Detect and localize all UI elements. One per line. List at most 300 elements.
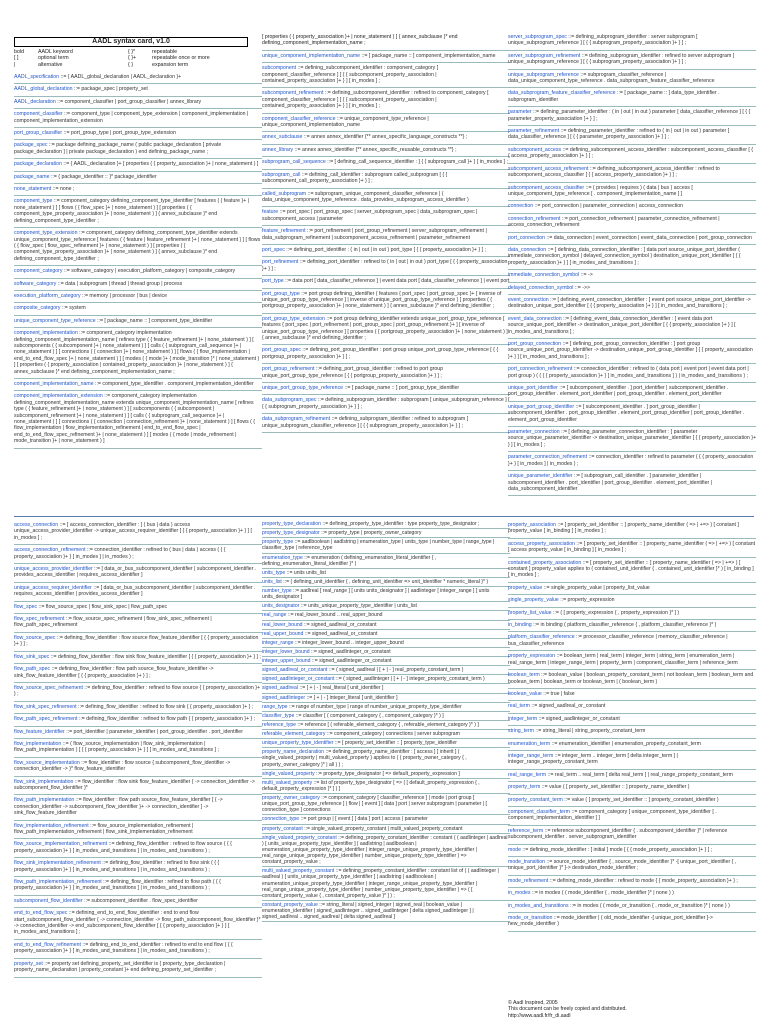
rule-body: ::= ( signed_aadlinteger | [ + | - ] integer_property_constant_term ) <box>335 676 485 683</box>
rule-body: ::= port_connection_refinement | parameter_connection_refinement | access_connection_refinement <box>508 215 720 229</box>
grammar-rule <box>262 538 510 553</box>
grammar-rule <box>262 289 510 314</box>
rule-body: ::= real_lower_bound .. real_upper_bound <box>287 612 383 619</box>
grammar-rule <box>14 520 262 545</box>
rule-body: ::= signed_aadlreal_or_constant <box>304 630 378 637</box>
rule-name: reference_type <box>262 721 298 728</box>
rule-name: end_to_end_flow_spec <box>14 910 69 917</box>
rule-name: unique_property_type_identifier <box>262 740 335 747</box>
rule-body: ::= source_mode_identifier { , source_mode_identifier }* -[ unique_port_identifier { , unique_port_identifier }* ]-> destination_mode_identifier ; <box>508 859 737 872</box>
rule-body: ::= value ( [ property_set_identifier :: ] property_constant_identifier ) <box>564 796 719 803</box>
grammar-rule <box>508 701 756 713</box>
column-2-bottom <box>262 520 510 922</box>
rule-name: component_category <box>14 268 64 275</box>
rule-name: subcomponent_access <box>508 146 563 153</box>
grammar-rule <box>14 316 262 328</box>
rule-body: ::= { AADL_declaration }+ [ properties ( { property_association }+ | none_statement ) ] <box>63 161 259 168</box>
footer-notice <box>508 1000 748 1019</box>
grammar-rule <box>508 107 756 126</box>
rule-body: ::= mode_identifier | ( old_mode_identifier -[ unique_port_identifier ]-> new_mode_identifier ) <box>508 915 713 928</box>
rule-name: flow_path_implementation_refinement <box>14 879 104 886</box>
rule-name: data_subprogram_refinement <box>262 416 332 423</box>
rule-body: ::= component_category [ classifier_reference ] | mode | port group [ unique_port_group_type_reference ] | flow | [ event ] [ data ] port | server subprogram | parameter | [ connection_type ] connections <box>262 795 487 814</box>
rule-body: ::= integer_lower_bound .. integer_upper_bound <box>294 639 404 646</box>
grammar-rule <box>262 694 510 703</box>
rule-name: flow_path_implementation <box>14 797 76 804</box>
rule-name: port_spec <box>262 246 287 253</box>
rule-name: property_constant_term <box>508 796 565 803</box>
rule-name: property_set <box>14 960 45 967</box>
rule-name: flow_source_implementation_refinement <box>14 841 109 848</box>
grammar-rule <box>262 414 510 433</box>
rule-name: platform_classifier_reference <box>508 634 577 641</box>
rule-body: ::= defining_port_identifier : refined to ( in | out | in out ) port_type [ { { property_association }+ } ] ; <box>262 259 508 272</box>
rule-name: classifier_type <box>262 712 296 719</box>
rule-body: ::= port_group_type | port_group_type_extension <box>63 130 176 137</box>
grammar-rule <box>14 683 262 702</box>
rule-body: ::= ( [ property_expression { , property_expression }* ] ) <box>552 609 680 616</box>
grammar-rule <box>508 826 756 845</box>
grammar-rule <box>14 279 262 291</box>
grammar-rule <box>262 257 510 276</box>
rule-name: flow_sink_spec <box>14 653 51 660</box>
legend-key: { }+ <box>128 55 137 62</box>
grammar-rule <box>14 545 262 564</box>
rule-name: real_term <box>508 703 532 710</box>
rule-name: contained_property_association <box>508 559 583 566</box>
rule-name: server_subprogram_refinement <box>508 52 582 59</box>
rule-body: ::= memory | processor | bus | device <box>82 292 167 299</box>
rule-body: ::= port group defining_identifier ( features { port_spec | port_group_spec }+ [ inverse of unique_port_group_type_reference ] | inverse of unique_port_group_type_reference ) [ properties ( { portgroup_property_association }+ | none_statement ) ] { annex_subclause }* end defining_identifier ; <box>262 290 502 310</box>
rule-body: ::= flow_source_spec | flow_sink_spec | flow_path_spec <box>38 603 168 610</box>
rule-body: ::= defining_flow_identifier : refined to flow path { { property_association }+ } ; <box>78 716 256 723</box>
rule-body: ::= data port [ data_classifier_reference ] | event data port [ data_classifier_reference ] | event port <box>285 278 510 285</box>
grammar-rule <box>262 114 510 133</box>
rule-name: unique_port_group_type_reference <box>262 385 345 392</box>
rule-body: ::= subprogram_classifier_reference | data_unique_component_type_reference . data_subprogram_feature_classifier_reference <box>508 71 715 85</box>
rule-body: ::= defining_subcomponent_access_identifier : subcomponent_access_classifier [ { { access_property_association }+ } ] ; <box>508 146 753 160</box>
footer-url: http://www.aadl.fr/fr_di.aadl <box>508 1012 571 1019</box>
rule-name: unique_component_type_reference <box>14 317 98 324</box>
rule-body: ::= ( signed_aadlreal | [ + | - ] real_property_constant_term ) <box>328 667 464 674</box>
grammar-rule <box>262 383 510 395</box>
rule-name: flow_sink_spec_refinement <box>14 703 79 710</box>
rule-name: units_list <box>262 578 284 585</box>
grammar-rule <box>14 702 262 714</box>
rule-body: ::= ->> <box>574 284 591 291</box>
rule-body: ::= port_connection | parameter_connection | access_connection <box>534 203 684 210</box>
rule-name: feature <box>262 209 280 216</box>
rule-name: flow_implementation_refinement <box>14 822 91 829</box>
rule-body: ::= processor_classifier_reference | memory_classifier_reference | bus_classifier_reference <box>508 634 728 647</box>
grammar-rule <box>14 727 262 739</box>
rule-name: port_type <box>262 278 286 285</box>
rule-name: multi_valued_property <box>262 779 314 786</box>
rule-body: ::= software_category | execution_platform_category | composite_category <box>63 268 236 275</box>
rule-name: port_group_classifier <box>14 130 64 137</box>
rule-body: ::= range of number_type | range of number_unique_property_type_identifier <box>288 703 462 710</box>
rule-name: subcomponent_access_classifier <box>508 184 586 191</box>
rule-body: ::= system <box>61 305 86 312</box>
rule-name: parameter <box>508 109 534 116</box>
rule-body: ::= signed_aadlreal_or_constant <box>531 703 606 710</box>
rule-body: ::= units units_list <box>286 569 326 576</box>
rule-name: number_type <box>262 588 294 594</box>
column-1-top <box>14 72 262 449</box>
rule-name: real_lower_bound <box>262 621 304 628</box>
grammar-rule <box>14 739 262 758</box>
grammar-rule <box>262 748 510 769</box>
grammar-rule <box>262 569 510 578</box>
column-1-bottom <box>14 520 262 978</box>
rule-name: constant_property_value <box>262 901 320 908</box>
rule-body: ::= flow_identifier : flow sink flow_feature_identifier { -> connection_identifier -> subcomponent_flow_identifier }* <box>14 778 255 791</box>
grammar-rule <box>508 726 756 738</box>
grammar-rule <box>262 554 510 569</box>
rule-name: real_upper_bound <box>262 630 305 637</box>
rule-name: access_property_association <box>508 540 577 547</box>
rule-name: multi_valued_property_constant <box>262 868 336 875</box>
rule-body: ::= value ( [ property_set_identifier :: ] property_name_identifier ) <box>541 784 690 791</box>
rule-name: port_group_spec <box>262 347 303 354</box>
rule-body: ::= unique_component_type_reference | unique_component_implementation_name <box>262 115 429 129</box>
legend <box>14 49 246 68</box>
rule-name: reference_term <box>508 827 545 834</box>
rule-name: component_implementation <box>14 330 80 337</box>
grammar-rule <box>14 97 262 109</box>
rule-name: composite_category <box>14 305 62 312</box>
rule-body: ::= [ defining_call_sequence_identifier : ] { { subprogram_call }+ } [ in_modes ] ; <box>327 159 509 166</box>
rule-body: ::= component_type_identifier . component_implementation_identifier <box>95 381 254 387</box>
rule-name: signed_aadlinteger <box>262 694 307 701</box>
grammar-rule <box>14 758 262 777</box>
rule-name: component_type <box>14 198 54 205</box>
grammar-rule <box>262 226 510 245</box>
rule-name: property_expression <box>508 653 557 660</box>
rule-name: immediate_connection_symbol <box>508 272 581 279</box>
rule-body: ::= [ package_name :: ] data_type_identifier . subprogram_identifier <box>508 90 720 103</box>
grammar-rule <box>508 402 756 427</box>
rule-name: flow_path_spec <box>14 666 52 673</box>
grammar-rule <box>262 578 510 587</box>
grammar-rule <box>14 184 262 196</box>
rule-body: ::= units_unique_property_type_identifier | units_list <box>300 603 417 610</box>
grammar-rule <box>508 295 756 314</box>
grammar-rule <box>508 233 756 245</box>
rule-body: ::= [ subcomponent_identifier . ] port_identifier | subcomponent_identifier . port_group_identifier . element_port_identifier | port_group_identifier . element_port_identifier <box>508 385 729 398</box>
grammar-rule <box>14 379 262 391</box>
rule-body: ::= defining_end_to_end_flow_identifier : end to end flow start_subcomponent_flow_identifier { -> connection_identifier -> flow_path_subcomponent_flow_identifier }* -> connection_identifier -> end_subcomponent_flow_identifier [ { { property_association }+ } ] [ in_modes_and_transitions ] ; <box>14 910 261 936</box>
grammar-rule <box>262 730 510 739</box>
rule-body: ::= defining_flow_identifier : refined to flow path ( { { property_association }+ } [ in_modes_and_transitions ] | in_modes_and_transitions ) ; <box>14 879 221 892</box>
rule-name: package_name <box>14 173 51 180</box>
rule-body: ::= signed_aadlinteger_or_constant <box>311 648 391 655</box>
rule-name: data_subprogram_feature_classifier_reference <box>508 90 618 97</box>
rule-body: ::= true | false <box>543 690 575 697</box>
rule-body: ::= string_literal | string_property_constant_term <box>535 728 646 735</box>
rule-name: parameter_connection_refinement <box>508 454 589 461</box>
legend-desc: repeatable once or more <box>152 55 210 62</box>
rule-body: ::= defining_flow_identifier : flow sink flow_feature_identifier [ { { property_association }+ } ] ; <box>50 653 261 660</box>
rule-name: flow_source_spec_refinement <box>14 684 85 691</box>
rule-body: ::= subprogram_unique_component_classifier_reference | ( data_unique_component_type_reference . data_provides_subprogram_access_identifier ) <box>262 190 469 203</box>
rule-name: in_binding <box>508 622 534 629</box>
rule-body: ::= port group | [ event ] [ data ] port | access | parameter <box>300 816 428 823</box>
rule-body: ::= { AADL_global_declaration | AADL_declaration }+ <box>60 74 182 80</box>
rule-name: mode_or_transition <box>508 915 554 922</box>
rule-body: ::= annex annex_identifier {** annex_specific_language_constructs **} ; <box>303 134 468 141</box>
grammar-rule <box>14 266 262 278</box>
grammar-rule <box>508 145 756 164</box>
rule-name: execution_platform_category <box>14 292 83 299</box>
rule-name: single_valued_property <box>262 770 317 777</box>
grammar-rule <box>508 471 756 496</box>
legend-desc: alternative <box>38 61 63 68</box>
rule-name: signed_aadlreal_or_constant <box>262 667 329 674</box>
rule-body: ::= [ property_set_identifier :: ] property_name_identifier ( => | +=> ) [ constant ] property_value applies to ( contained_unit_identifier { . contained_unit_identifier }* ) [ in_binding ] [ in_modes ] ; <box>508 559 754 579</box>
rule-name: access_connection_refinement <box>14 547 87 554</box>
grammar-rule <box>262 721 510 730</box>
grammar-rule <box>508 364 756 383</box>
rule-name: package_declaration <box>14 161 64 168</box>
grammar-rule <box>508 751 756 770</box>
rule-body: ::= { package_identifier :: }* package_identifier <box>50 173 157 180</box>
rule-name: event_data_connection <box>508 315 564 322</box>
rule-name: in_modes <box>508 890 532 897</box>
grammar-rule <box>14 821 262 840</box>
rule-name: connection <box>508 203 535 210</box>
rule-body: ::= package_spec | property_set <box>74 86 148 93</box>
rule-body: ::= [ package_name :: ] port_group_type_identifier <box>344 385 460 392</box>
rule-body: ::= component_category | connections | server subprogram <box>326 731 460 737</box>
grammar-rule <box>262 675 510 684</box>
rule-name: property_owner_category <box>262 795 322 801</box>
rule-name: port_refinement <box>262 259 300 266</box>
rule-body: ::= defining_flow_identifier : refined to flow sink { { property_association }+ } ; <box>78 703 254 710</box>
rule-body: ::= flow_identifier : flow path source_flow_feature_identifier [ { -> connection_identifier -> subcomponent_flow_identifier }+ -> connection_identifier ] -> sink_flow_feature_identifier <box>14 797 223 817</box>
grammar-rule <box>508 583 756 595</box>
rule-name: property_type_declaration <box>262 521 323 527</box>
rule-name: server_subprogram_spec <box>508 34 569 40</box>
rule-body: ::= in binding ( platform_classifier_reference { , platform_classifier_reference }* ) <box>533 622 717 629</box>
grammar-rule <box>14 714 262 726</box>
rule-name: access_connection <box>14 522 60 528</box>
rule-body: ::= annex annex_identifier {** annex_specific_reusable_constructs **} ; <box>294 146 457 153</box>
legend-desc: repeatable <box>152 49 178 55</box>
grammar-rule <box>508 632 756 651</box>
rule-name: subcomponent_access_refinement <box>508 165 590 172</box>
rule-body: ::= component_category defining_component_type_identifier extends unique_component_type_reference [ features ( { feature | feature_refinement }+ | none_statement ) ] [ flows ( { flow_spec | flow_spec_refinement }+ | none_statement ) ] [ properties ( { component_type_property_association }+ | none_statement ) ] { annex_subclause }* end defining_component_type_identifier ; <box>14 230 261 262</box>
rule-body: ::= defining_end_to_end_identifier : refined to end to end flow ( { { property_association }+ } [ in_modes_and_transitions ] | in_modes_and_transitions ) ; <box>14 941 233 955</box>
grammar-rule <box>508 608 756 620</box>
grammar-rule <box>508 164 756 183</box>
rule-name: annex_library <box>262 146 295 153</box>
rule-body: ::= [ property_set_identifier :: ] property_name_identifier ( => | +=> ) [ constant ] property_value [ in_binding ] [ in_modes ] ; <box>508 522 739 535</box>
grammar-rule <box>508 245 756 270</box>
rule-name: port_group_type_extension <box>262 315 327 322</box>
grammar-rule <box>14 959 262 978</box>
rule-name: property_value <box>508 584 544 591</box>
grammar-rule <box>14 196 262 228</box>
grammar-rule <box>262 684 510 693</box>
grammar-rule <box>262 602 510 611</box>
rule-name: subcomponent <box>262 65 298 72</box>
rule-body: ::= defining_port_identifier : ( in | out | in out ) port_type [ { { property_association }+ } ] ; <box>286 246 486 253</box>
rule-body: ::= component_category implementation defining_component_implementation_name extends unique_component_implementation_name [ refines type ( { feature_refinement }+ | none_statement ) ] [ subcomponents ( { subcomponent | subcomponent_refinement }+ | none_statement ) ] [ calls ( { subprogram_call_sequence }+ | none_statement ) ] [ connections ( { connection | connection_refinement }+ | none_statement ) ] [ flows ( { flow_implementation | flow_implementation_refinement | end_to_end_flow_spec | end_to_end_flow_spec_refinement }+ | none_statement ) ] [ modes ( { mode | mode_refinement | mode_transition }+ | none_statement ) ] <box>14 393 256 445</box>
rule-body: ::= [ property_set_identifier :: ] property_type_identifier <box>334 740 457 747</box>
grammar-rule <box>14 652 262 664</box>
rule-body: ::= defining_subprogram_identifier : refined to subprogram [ unique_subprogram_classifier_reference ] [ { { subprogram_property_association }+ } ] ; <box>262 416 469 429</box>
rule-name: mode_transition <box>508 859 547 865</box>
grammar-rule <box>508 595 756 607</box>
grammar-rule <box>508 32 756 51</box>
grammar-rule <box>262 88 510 113</box>
grammar-rule <box>508 558 756 583</box>
rule-name: signed_aadlinteger_or_constant <box>262 676 336 683</box>
grammar-rule <box>14 72 262 84</box>
rule-body: ::= [ access_connection_identifier : ] ( bus | data ) access unique_access_provider_identifier -> unique_access_requirer_identifier [ { { property_association }+ } ] [ in_modes ] ; <box>14 522 252 541</box>
grammar-rule <box>14 877 262 896</box>
grammar-rule <box>508 383 756 402</box>
rule-name: unique_subprogram_reference <box>508 71 581 78</box>
rule-name: called_subprogram <box>262 190 308 197</box>
rule-name: enumeration_type <box>262 554 305 561</box>
rule-name: component_classifier_reference <box>262 115 337 122</box>
grammar-rule <box>262 712 510 721</box>
grammar-rule <box>14 159 262 171</box>
rule-body: ::= single_property_value | property_list_value <box>543 584 650 591</box>
rule-body: ::= connection_identifier : refined to ( bus | data ) access ( { { property_association }+ } [ in_modes ] | in_modes ) ; <box>14 547 226 560</box>
grammar-rule <box>508 876 756 888</box>
grammar-rule <box>508 539 756 558</box>
rule-body: ::= connection_identifier : refined to ( data port | event port | event data port | port group ) ( ( { { property_association }+ } [ in_modes_and_transitions ] ) | in_modes_and_transitions ) ; <box>508 366 749 379</box>
grammar-rule <box>14 291 262 303</box>
rule-name: component_classifier_term <box>508 808 572 815</box>
grammar-rule <box>14 896 262 908</box>
rule-name: mode_refinement <box>508 877 550 884</box>
legend-key: bold <box>14 49 25 55</box>
card-title: AADL syntax card, v1.0 <box>14 37 248 47</box>
legend-key: { } <box>128 61 134 68</box>
rule-body: ::= [ defining_port_group_connection_identifier : ] port group source_unique_port_group_identifier -> destination_unique_port_group_identifier [ { { property_association }+ } ] [ in_modes_and_transitions ] ; <box>508 341 753 360</box>
grammar-rule <box>508 183 756 202</box>
rule-body: ::= defining_flow_identifier : flow source flow_feature_identifier [ { { property_association }+ } ] ; <box>14 634 259 648</box>
rule-body: ::= string_literal | signed_integer | signed_real | boolean_value | enumeration_identifier | signed_aadlinteger .. signed_aadlinteger [ delta signed_aadlinteger ] | signed_aadlreal .. signed_aadlreal [ delta signed_aadlreal ] <box>262 901 474 921</box>
grammar-rule <box>262 815 510 824</box>
rule-body: ::= property_type_designator [ => default_property_expression ] <box>316 770 460 777</box>
rule-body: ::= component_category implementation defining_component_implementation_name [ refines type ( { feature_refinement }+ | none_statement ) ] [ subcomponents ( { subcomponent }+ | none_statement ) ] [ calls ( { subprogram_call_sequence }+ | none_statement ) ] [ connections ( { connection }+ | none_statement ) ] [ flows ( { flow_implementation | end_to_end_flow_spec }+ | none_statement ) ] [ modes ( { mode }+ { mode_transition }* | none_statement ) ] [ properties ( { property_association | contained_property_association }+ | none_statement ) ] { annex_subclause }* end defining_component_implementation_name ; <box>14 330 260 375</box>
rule-name: AADL_declaration <box>14 98 58 105</box>
rule-name: signed_aadlreal <box>262 685 300 692</box>
rule-body: ::= boolean_term | real_term | integer_term | string_term | enumeration_term | real_range_term | integer_range_term | property_term | component_classifier_term | reference_term <box>508 653 738 666</box>
grammar-rule <box>508 845 756 857</box>
rule-name: units_designator <box>262 603 301 610</box>
grammar-rule <box>508 901 756 913</box>
grammar-rule <box>262 314 510 346</box>
rule-body: ::= aadlboolean | aadlstring | enumeration_type | units_type | number_type | range_type | classifier_type | reference_type <box>262 539 495 552</box>
grammar-rule <box>14 908 262 940</box>
grammar-rule <box>262 770 510 779</box>
rule-body: ::= integer_term .. integer_term [ delta integer_term ] | integer_range_property_constant_term <box>508 752 678 766</box>
grammar-rule <box>262 834 510 868</box>
grammar-rule <box>508 126 756 145</box>
grammar-rule <box>14 172 262 184</box>
rule-body: ::= port group defining_identifier extends unique_port_group_type_reference [ features { port_spec | port_refinement | port_group_spec | port_group_refinement }+ ] [ inverse of unique_port_group_type_reference ] [ properties ( { portgroup_property_association }+ | none_statement ) ] { annex_subclause }* end defining_identifier ; <box>262 315 508 341</box>
rule-name: integer_term <box>508 715 539 722</box>
rule-body: ::= property_expression <box>560 597 615 604</box>
rule-body: ::= defining_mode_identifier : refined to mode { { mode_property_association }+ } ; <box>549 877 738 884</box>
grammar-rule <box>262 587 510 602</box>
grammar-rule <box>262 364 510 383</box>
grammar-rule <box>262 345 510 364</box>
grammar-rule: [ properties ( { property_association }+ | none_statement ) ] { annex_subclause }* end defining_component_implementation_name ; <box>262 32 510 51</box>
grammar-rule <box>262 207 510 226</box>
rule-body: ::= defining_flow_identifier : refined to flow source ( { { property_association }+ } [ in_modes_and_transitions ] | in_modes_and_transitions ) ; <box>14 841 232 854</box>
grammar-rule <box>508 888 756 900</box>
rule-name: AADL_specification <box>14 74 61 80</box>
rule-name: enumeration_term <box>508 740 552 747</box>
grammar-rule <box>508 339 756 364</box>
rule-body: ::= defining_flow_identifier : refined to flow sink ( { { property_association }+ } [ in_modes_and_transitions ] | in_modes_and_transitions ) ; <box>14 860 220 873</box>
grammar-rule <box>508 520 756 539</box>
rule-name: flow_implementation <box>14 740 63 747</box>
rule-name: integer_lower_bound <box>262 648 311 655</box>
legend-desc: optional term <box>38 55 69 62</box>
rule-name: component_implementation_extension <box>14 393 105 400</box>
grammar-rule <box>508 427 756 452</box>
rule-name: unique_parameter_identifier <box>508 473 575 480</box>
rule-body: ::= flow_identifier : flow source { subcomponent_flow_identifier -> connection_identifier -> }* flow_feature_identifier <box>14 759 231 773</box>
grammar-rule <box>262 648 510 657</box>
rule-name: property_type <box>262 539 295 546</box>
rule-name: delayed_connection_symbol <box>508 284 575 291</box>
column-3-top <box>508 32 756 496</box>
rule-body: ::= list of property_type_designator [ => ( [ default_property_expression { , default_property_expression }* ] ) ] <box>262 779 480 792</box>
rule-body: ::= ( defining_unit_identifier { , defining_unit_identifier => unit_identifier * numeric_literal }* ) <box>283 578 489 585</box>
rule-body: ::= port_identifier | parameter_identifier | port_group_identifier . port_identifier <box>66 728 243 735</box>
rule-name: subcomponent_flow_identifier <box>14 897 85 904</box>
rule-body: ::= defining_port_group_identifier : port group unique_port_group_type_reference [ { { portgroup_property_association }+ } ] ; <box>262 347 499 360</box>
grammar-rule <box>14 109 262 128</box>
rule-name: port_connection <box>508 234 547 241</box>
rule-name: software_category <box>14 280 58 287</box>
rule-name: package_spec <box>14 142 49 149</box>
grammar-rule <box>508 201 756 213</box>
grammar-rule <box>262 145 510 157</box>
rule-name: boolean_value <box>508 690 544 697</box>
legend-key: { }* <box>128 49 136 55</box>
rule-body: ::= ( flow_source_implementation | flow_sink_implementation | flow_path_implementation ) [ { { property_association }+ } ] [ in_modes_and_transitions ] ; <box>14 740 219 754</box>
rule-name: port_group_connection <box>508 341 563 347</box>
rule-body: ::= flow_source_implementation_refinement | flow_path_implementation_refinement | flow_sink_implementation_refinement <box>14 822 194 835</box>
legend-key: | <box>14 61 16 68</box>
grammar-rule <box>14 303 262 315</box>
rule-body: ::= [ subcomponent_identifier . ] port_group_identifier | subcomponent_identifier . port_group_identifier . element_port_group_identifier | port_group_identifier . element_port_group_identifier <box>508 403 745 423</box>
grammar-rule <box>14 228 262 266</box>
rule-name: flow_spec_refinement <box>14 616 66 623</box>
rule-name: component_type_extension <box>14 230 79 237</box>
rule-body: ::= signed_aadlinteger_or_constant <box>311 658 392 664</box>
grammar-rule <box>262 630 510 639</box>
rule-name: range_type <box>262 703 289 710</box>
grammar-rule <box>262 395 510 414</box>
rule-body: ::= [ defining_data_connection_identifier : ] data port source_unique_port_identifier ( immediate_connection_symbol | delayed_connection_symbol ) destination_unique_port_identifier [ { { property_association }+ } ] [ in_modes_and_transitions ] ; <box>508 246 741 266</box>
rule-body: ::= ( provides | requires ) ( data | bus ) access [ unique_component_type_reference [ . component_implementation_name ] ] <box>508 184 693 197</box>
rule-name: subprogram_call <box>262 171 302 178</box>
grammar-rule <box>262 657 510 666</box>
grammar-rule <box>14 614 262 633</box>
rule-body: ::= defining_subprogram_identifier : subprogram [ unique_subprogram_reference ] [ { { subprogram_property_association }+ } ] ; <box>262 397 510 410</box>
